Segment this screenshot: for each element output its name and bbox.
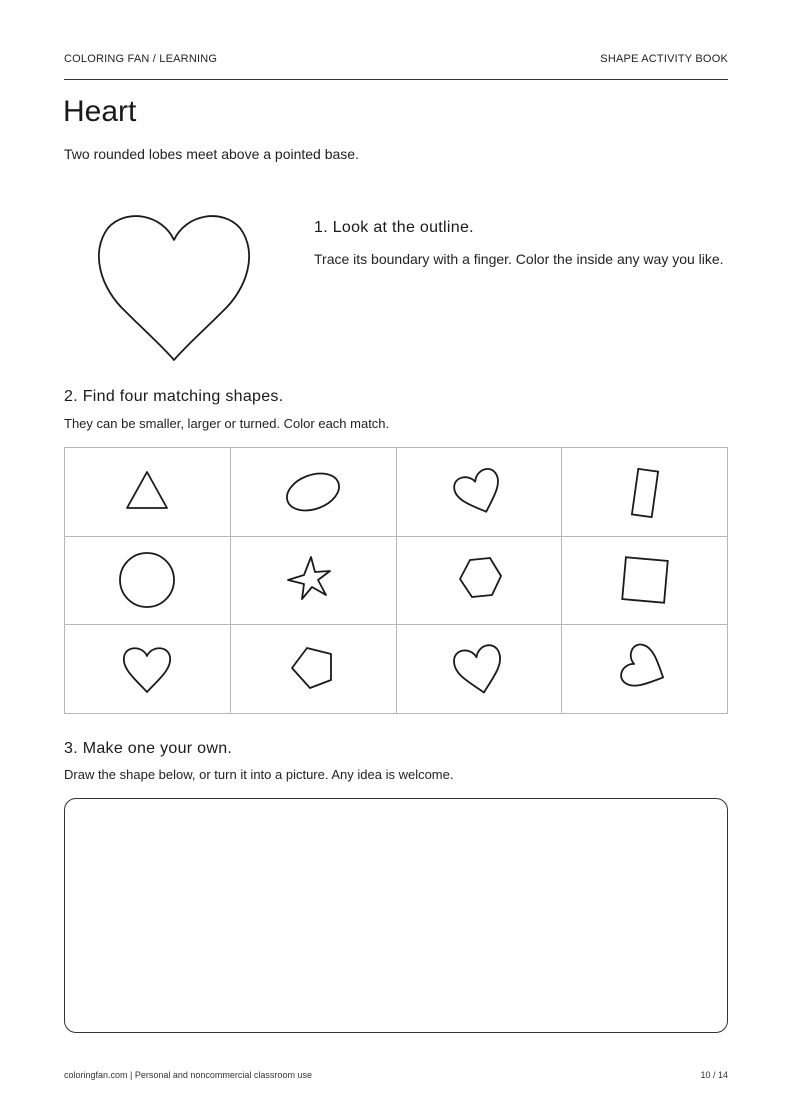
shape-cell[interactable] — [397, 625, 563, 714]
shape-cell[interactable] — [65, 448, 231, 537]
ellipse-icon — [280, 459, 346, 525]
rectangle-icon — [612, 459, 678, 525]
step2-text: They can be smaller, larger or turned. Color each match. — [64, 416, 390, 431]
drawing-area[interactable] — [64, 798, 728, 1033]
square-icon — [612, 547, 678, 613]
shape-cell[interactable] — [562, 537, 728, 626]
shape-cell[interactable] — [231, 625, 397, 714]
step1-title: 1. Look at the outline. — [314, 219, 474, 236]
step1-text: Trace its boundary with a finger. Color the inside any way you like. — [314, 251, 724, 267]
star-icon — [280, 547, 346, 613]
heart-icon — [446, 459, 512, 525]
shape-cell[interactable] — [65, 537, 231, 626]
footer-source: coloringfan.com | Personal and noncommercial classroom use — [64, 1070, 312, 1080]
shape-cell[interactable] — [231, 448, 397, 537]
heart-icon — [612, 636, 678, 702]
shape-cell[interactable] — [562, 625, 728, 714]
shape-cell[interactable] — [397, 448, 563, 537]
shape-cell[interactable] — [562, 448, 728, 537]
step3-title: 3. Make one your own. — [64, 740, 233, 757]
page-title: Heart — [63, 95, 137, 128]
pentagon-icon — [280, 636, 346, 702]
step2-title: 2. Find four matching shapes. — [64, 388, 284, 405]
header-book-title: SHAPE ACTIVITY BOOK — [600, 53, 728, 65]
header-breadcrumb: COLORING FAN / LEARNING — [64, 53, 218, 65]
triangle-icon — [114, 459, 180, 525]
header-divider — [64, 79, 728, 80]
page-subtitle: Two rounded lobes meet above a pointed base. — [64, 146, 359, 162]
page-number: 10 / 14 — [700, 1070, 728, 1080]
shape-grid — [64, 447, 728, 714]
heart-icon — [446, 636, 512, 702]
shape-cell[interactable] — [65, 625, 231, 714]
hexagon-icon — [446, 547, 512, 613]
heart-icon — [114, 636, 180, 702]
shape-cell[interactable] — [397, 537, 563, 626]
heart-outline-icon — [96, 208, 252, 364]
circle-icon — [114, 547, 180, 613]
shape-cell[interactable] — [231, 537, 397, 626]
step3-text: Draw the shape below, or turn it into a picture. Any idea is welcome. — [64, 767, 454, 782]
